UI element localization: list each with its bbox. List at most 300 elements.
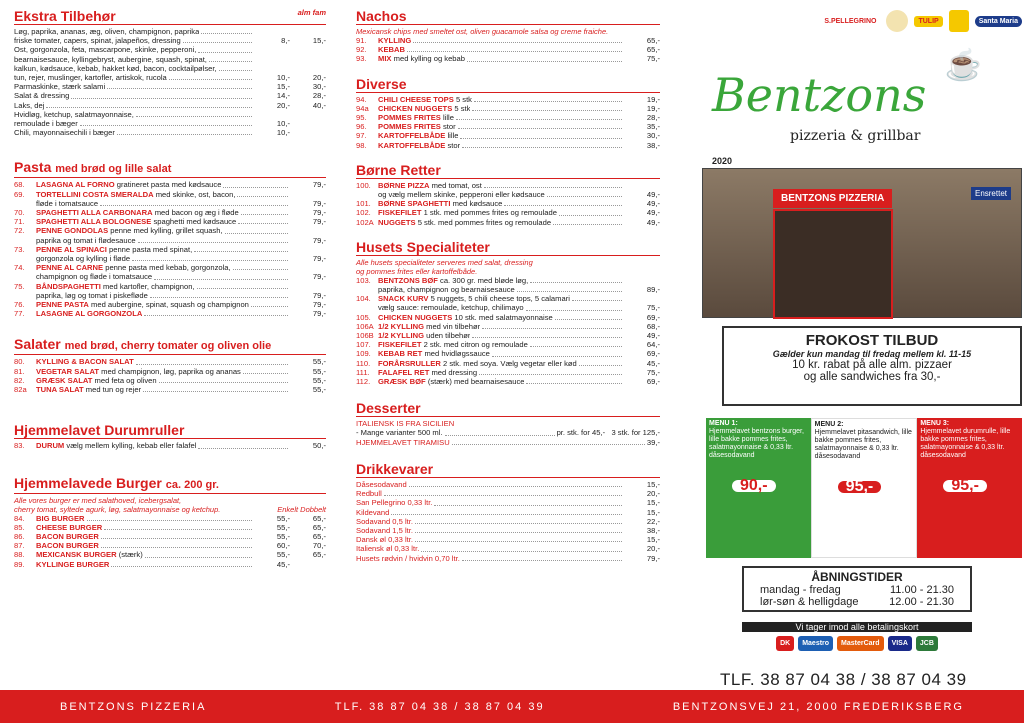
item-desc: champignon og fløde i tomatsauce	[36, 272, 153, 282]
item-name: KARTOFFELBÅDE	[378, 131, 446, 141]
item-name: PENNE PASTA	[36, 300, 89, 310]
item-text	[378, 313, 553, 322]
item-number: 97.	[356, 131, 367, 141]
menu-item	[14, 199, 326, 208]
leader-dots	[132, 254, 288, 261]
item-text	[36, 367, 241, 376]
item-name: KARTOFFELBÅDE	[378, 140, 446, 150]
item-text	[378, 294, 570, 303]
item-text	[378, 199, 502, 208]
item-desc: Laks, dej	[14, 100, 45, 110]
item-number: 87.	[14, 541, 25, 551]
item-price: 45,-	[646, 358, 660, 368]
durum-section	[14, 422, 326, 450]
item-desc: lille	[443, 113, 454, 123]
item-number: 93.	[356, 54, 367, 64]
leader-dots	[526, 377, 622, 384]
leader-dots	[482, 322, 622, 329]
item-text	[378, 303, 524, 312]
item-price-2: 65,-	[312, 522, 326, 532]
item-price: 55,-	[312, 357, 326, 367]
leader-dots	[462, 141, 622, 148]
item-number: 107.	[356, 340, 371, 350]
middle-column	[356, 8, 660, 569]
menu-item	[356, 122, 660, 131]
item-name: FISKEFILET	[378, 208, 422, 218]
item-price: 38,-	[646, 140, 660, 150]
item-number: 82.	[14, 375, 25, 385]
footer-address: BENTZONSVEJ 21, 2000 FREDERIKSBERG	[672, 700, 964, 713]
menu-item	[14, 101, 326, 110]
item-price-2	[290, 64, 326, 73]
leader-dots	[198, 45, 252, 52]
menu-item	[14, 91, 326, 100]
item-desc: 1 stk. med pommes frites og remoulade	[423, 208, 557, 218]
menu-item	[14, 27, 326, 36]
frokost-line-1: 10 kr. rabat på alle alm. pizzaer	[792, 359, 952, 371]
item-text	[378, 45, 405, 54]
item-name: KYLLING	[378, 36, 412, 45]
borne-list	[356, 181, 660, 227]
item-name: BENTZONS BØF	[378, 275, 438, 285]
item-number	[356, 190, 378, 199]
menu-item	[356, 526, 660, 535]
leader-dots	[209, 55, 252, 62]
borne-section	[356, 162, 660, 227]
leader-dots	[407, 45, 622, 52]
item-number: 88.	[14, 550, 25, 560]
menu-item	[356, 181, 660, 190]
leader-dots	[145, 550, 252, 557]
leader-dots	[219, 64, 252, 71]
item-price: 10,-	[276, 128, 290, 138]
menu-item	[356, 313, 660, 322]
menu-item	[14, 441, 326, 450]
leader-dots	[456, 113, 622, 120]
item-price: 19,-	[646, 94, 660, 104]
menu-item	[14, 36, 326, 45]
right-column	[702, 8, 1022, 688]
item-number: 92.	[356, 45, 367, 55]
leader-dots	[492, 349, 622, 356]
item-number: 98.	[356, 140, 367, 150]
drikke-heading: Drikkevarer	[356, 461, 660, 478]
item-text	[36, 199, 98, 208]
item-desc: paprika og tomat i flødesauce	[36, 235, 136, 245]
item-name: PENNE GONDOLAS	[36, 226, 109, 236]
item-desc: Kildevand	[356, 507, 390, 517]
item-text	[378, 181, 482, 190]
menu-item	[14, 128, 326, 137]
leader-dots	[472, 331, 622, 338]
drikke-list	[356, 480, 660, 563]
item-desc: 5 stk	[454, 103, 471, 113]
item-number: 83.	[14, 441, 25, 451]
item-desc: med kødsauce	[452, 199, 503, 209]
item-desc: med aubergine, spinat, squash og champignon	[91, 300, 249, 310]
item-name: CHEESE BURGER	[36, 522, 103, 532]
leader-dots	[138, 236, 288, 243]
item-price-2	[290, 560, 326, 569]
menu-item	[356, 45, 660, 54]
menu-item	[14, 190, 326, 199]
item-name: VEGETAR SALAT	[36, 366, 99, 376]
menu-item	[14, 217, 326, 226]
item-name: BACON BURGER	[36, 541, 99, 551]
item-desc: 5 nuggets, 5 chili cheese tops, 5 calamari	[430, 294, 570, 304]
item-desc: penne pasta med kebab, gorgonzola,	[105, 263, 231, 273]
item-name: BØRNE PIZZA	[378, 180, 430, 190]
badge-logo	[949, 10, 969, 32]
menu-item	[14, 560, 326, 569]
item-price-2: 65,-	[312, 513, 326, 523]
nachos-note: Mexicansk chips med smeltet ost, oliven guacamole salsa og creme fraiche.	[356, 27, 609, 36]
item-desc: Parmaskinke, stærk salami	[14, 82, 106, 92]
item-number: 70.	[14, 208, 25, 218]
item-name: FALAFEL RET	[378, 367, 430, 377]
item-desc: (stærk)	[118, 550, 143, 560]
item-price: 65,-	[646, 45, 660, 55]
item-desc: Dåsesodavand	[356, 479, 407, 489]
leader-dots	[169, 73, 252, 80]
item-price: 15,-	[646, 507, 660, 517]
item-number: 106A	[356, 321, 374, 331]
item-text	[378, 190, 545, 199]
item-desc: stor	[443, 122, 456, 132]
item-text	[36, 282, 195, 291]
item-desc: Sodavand 0,5 ltr.	[356, 516, 413, 526]
husets-note-2: og pommes frites eller kartoffelbåde.	[356, 266, 478, 276]
item-desc: penne pasta med spinat,	[109, 244, 193, 254]
leader-dots	[201, 27, 252, 34]
leader-dots	[101, 532, 252, 539]
item-number: 112.	[356, 377, 371, 387]
item-name: SPAGHETTI ALLA CARBONARA	[36, 208, 153, 218]
burger-list	[14, 514, 326, 569]
burger-note: Alle vores burger er med salathoved, icebergsalat,	[14, 495, 182, 505]
menu-item	[14, 514, 326, 523]
item-price	[254, 64, 290, 73]
item-number: 101.	[356, 199, 371, 209]
menu-3: MENU 3: Hjemmelavet durumrulle, lille bakke pommes frites, salatmayonnaise & 0,33 ltr. dåsesodavand 95,-	[917, 418, 1022, 558]
menu-offers	[706, 418, 1022, 558]
item-desc: gratineret pasta med kødsauce	[116, 180, 222, 190]
menu-item	[356, 489, 660, 498]
item-price: 49,-	[646, 199, 660, 209]
item-text	[378, 359, 577, 368]
nachos-list	[356, 36, 660, 64]
tulip-logo: TULIP	[914, 16, 942, 27]
item-name: GRÆSK BØF	[378, 377, 426, 387]
item-price: 89,-	[646, 285, 660, 295]
menu-item	[14, 119, 326, 128]
item-price: 55,-	[276, 522, 290, 532]
item-price: 8,-	[281, 36, 290, 46]
opening-hours: ÅBNINGSTIDER mandag - fredag 11.00 - 21.30 lør-søn & helligdage 12.00 - 21.30	[742, 566, 972, 612]
santa-maria-logo: Santa Maria	[975, 16, 1022, 27]
item-name: BACON BURGER	[36, 531, 99, 541]
menu-item	[356, 104, 660, 113]
menu-item	[14, 357, 326, 366]
leader-dots	[104, 523, 252, 530]
shop-door	[773, 209, 893, 319]
item-desc: med kylling og kebab	[393, 54, 465, 64]
husets-list	[356, 276, 660, 386]
item-price: 38,-	[646, 525, 660, 535]
item-price-2: 65,-	[312, 550, 326, 560]
item-desc: tun, rejer, muslinger, kartofler, artiskok, rucola	[14, 73, 167, 83]
leader-dots	[415, 535, 622, 542]
item-number: 82a	[14, 385, 27, 395]
item-number	[14, 199, 36, 208]
menu-item	[14, 73, 326, 82]
item-text	[36, 560, 109, 569]
item-desc: 2 stk. med citron og remoulade	[423, 340, 528, 350]
item-text	[378, 331, 470, 340]
item-price	[290, 282, 326, 291]
item-desc: med vin tilbehør	[426, 321, 481, 331]
item-name: SNACK KURV	[378, 294, 429, 304]
item-price: 10,-	[276, 119, 290, 129]
item-desc: med hvidløgssauce	[424, 349, 490, 359]
leader-dots	[530, 276, 622, 283]
item-desc: med tomat, ost	[431, 180, 482, 190]
item-desc: og vælg mellem skinke, pepperoni eller kødsauce	[378, 190, 545, 200]
menu-item	[356, 368, 660, 377]
menu-item	[14, 367, 326, 376]
menu-item	[356, 199, 660, 208]
menu-item	[14, 82, 326, 91]
menu-item	[356, 331, 660, 340]
item-desc: Hvidløg, ketchup, salatmayonnaise,	[14, 109, 134, 119]
leader-dots	[434, 498, 622, 505]
leader-dots	[530, 340, 622, 347]
footer-name: BENTZONS PIZZERIA	[60, 700, 207, 713]
brand-header	[702, 38, 1022, 166]
item-name: MEXICANSK BURGER	[36, 550, 117, 560]
leader-dots	[233, 263, 288, 270]
item-number: 73.	[14, 244, 25, 254]
item-price	[254, 27, 290, 36]
menu-item	[14, 309, 326, 318]
item-number: 95.	[356, 113, 367, 123]
leader-dots	[504, 199, 622, 206]
item-price	[624, 181, 660, 190]
item-name: KEBAB RET	[378, 349, 423, 359]
item-name: CHILI CHEESE TOPS	[378, 94, 454, 104]
leader-dots	[409, 480, 622, 487]
item-text	[36, 300, 249, 309]
left-column	[14, 8, 326, 575]
item-price: 19,-	[646, 103, 660, 113]
leader-dots	[462, 554, 622, 561]
item-price-2	[290, 110, 326, 119]
leader-dots	[559, 208, 622, 215]
item-text	[36, 357, 134, 366]
menu-item	[14, 550, 326, 559]
item-text	[378, 122, 456, 131]
salater-list	[14, 357, 326, 394]
leader-dots	[241, 208, 288, 215]
item-price-2: 30,-	[312, 82, 326, 92]
leader-dots	[479, 368, 622, 375]
item-price-2: 28,-	[312, 91, 326, 101]
nachos-section	[356, 8, 660, 64]
menu-item	[14, 64, 326, 73]
shop-sign: BENTZONS PIZZERIA	[773, 189, 892, 208]
item-name: BÅNDSPAGHETTI	[36, 281, 101, 291]
item-text	[36, 541, 99, 550]
item-text	[378, 368, 477, 377]
desserter-heading: Desserter	[356, 400, 660, 417]
item-price: 68,-	[646, 321, 660, 331]
leader-dots	[46, 101, 252, 108]
leader-dots	[484, 181, 622, 188]
leader-dots	[107, 82, 252, 89]
item-price	[290, 245, 326, 254]
leader-dots	[198, 441, 288, 448]
item-price: 79,-	[312, 235, 326, 245]
item-number: 102A	[356, 217, 374, 227]
item-name: 1/2 KYLLING	[378, 331, 424, 341]
menu-item	[356, 218, 660, 227]
menu-item	[356, 535, 660, 544]
menu-item	[14, 254, 326, 263]
menu-item	[356, 508, 660, 517]
item-text	[36, 226, 223, 235]
item-name: PENNE AL CARNE	[36, 263, 104, 273]
item-price: 79,-	[312, 290, 326, 300]
item-price: 64,-	[646, 340, 660, 350]
item-name: LASAGNE AL GORGONZOLA	[36, 309, 143, 319]
item-text	[378, 95, 472, 104]
item-price: 69,-	[646, 377, 660, 387]
ekstra-list	[14, 27, 326, 137]
menu-item	[14, 282, 326, 291]
item-price-2: 65,-	[312, 531, 326, 541]
footer-phone: TLF. 38 87 04 38 / 38 87 04 39	[334, 700, 545, 713]
item-text	[378, 285, 515, 294]
item-price: 55,-	[276, 531, 290, 541]
item-text	[378, 218, 551, 227]
leader-dots	[111, 560, 252, 567]
item-price: 49,-	[646, 190, 660, 200]
menu-item	[356, 359, 660, 368]
menu-item	[14, 245, 326, 254]
mastercard-icon: MasterCard	[837, 636, 884, 651]
menu-item	[14, 385, 326, 394]
menu-item	[14, 110, 326, 119]
item-number	[356, 285, 378, 294]
item-price: 79,-	[312, 198, 326, 208]
item-price: 79,-	[312, 217, 326, 227]
item-name: SPAGHETTI ALLA BOLOGNESE	[36, 217, 152, 227]
menu-item	[356, 276, 660, 285]
item-desc: med dressing	[431, 367, 478, 377]
item-number: 106B	[356, 331, 374, 341]
item-price: 55,-	[276, 550, 290, 560]
menu-item	[356, 340, 660, 349]
item-name: POMMES FRITES	[378, 122, 441, 132]
item-desc: med feta og oliven	[94, 375, 157, 385]
leader-dots	[415, 526, 622, 533]
leader-dots	[159, 376, 288, 383]
brand-name: Bentzons	[712, 68, 927, 122]
item-text	[378, 113, 454, 122]
item-text	[36, 245, 192, 254]
item-price: 10,-	[276, 73, 290, 83]
item-name: TUNA SALAT	[36, 385, 84, 395]
item-price-2	[290, 27, 326, 36]
item-number: 94.	[356, 94, 367, 104]
item-number: 69.	[14, 189, 25, 199]
item-price: 75,-	[646, 367, 660, 377]
item-price	[290, 263, 326, 272]
phone-number: TLF. 38 87 04 38 / 38 87 04 39	[720, 670, 967, 689]
footer-bar	[0, 690, 1024, 723]
item-text	[36, 532, 99, 541]
item-price: 75,-	[646, 303, 660, 313]
item-desc: penne med kylling, grillet squash,	[110, 226, 223, 236]
item-name: PENNE AL SPINACI	[36, 244, 107, 254]
menu-item	[14, 541, 326, 550]
menu-item	[356, 349, 660, 358]
item-number: 76.	[14, 300, 25, 310]
leader-dots	[101, 541, 252, 548]
item-number: 100.	[356, 180, 371, 190]
menu-item	[14, 263, 326, 272]
leader-dots	[384, 489, 622, 496]
leader-dots	[183, 36, 252, 43]
item-desc: Redbull	[356, 489, 382, 499]
item-text	[378, 104, 470, 113]
menu-3-price: 95,-	[943, 480, 987, 492]
leader-dots	[237, 190, 288, 197]
item-number: 110.	[356, 358, 371, 368]
frokost-title: FROKOST TILBUD	[805, 332, 939, 349]
item-desc: paprika, løg og tomat i piskefløde	[36, 290, 148, 300]
menu-item	[356, 95, 660, 104]
item-price	[290, 226, 326, 235]
item-desc: 10 stk. med salatmayonnaise	[454, 312, 553, 322]
menu-1-price: 90,-	[732, 480, 776, 492]
item-number: 86.	[14, 531, 25, 541]
item-price-2	[290, 119, 326, 128]
item-text	[378, 141, 460, 150]
nachos-heading: Nachos	[356, 8, 660, 25]
durum-list	[14, 441, 326, 450]
item-text	[378, 208, 557, 217]
item-number: 85.	[14, 522, 25, 532]
item-number: 96.	[356, 122, 367, 132]
burger-section	[14, 475, 326, 569]
chef-hat-icon: ☕	[944, 49, 982, 82]
item-text	[36, 236, 136, 245]
item-text	[36, 441, 196, 450]
leader-dots	[421, 544, 622, 551]
ekstra-section	[14, 8, 326, 137]
item-name: KYLLINGE BURGER	[36, 559, 110, 569]
diverse-list	[356, 95, 660, 150]
item-desc: 5 stk. med pommes frites og remoulade	[417, 217, 552, 227]
item-price: 49,-	[646, 208, 660, 218]
item-desc: med kartofler, champignon,	[102, 281, 195, 291]
item-name: KYLLING & BACON SALAT	[36, 357, 134, 367]
pellegrino-logo: S.PELLEGRINO	[824, 17, 877, 25]
item-number: 104.	[356, 294, 371, 304]
dessert-is: ITALIENSK IS FRA SICILIEN	[356, 419, 455, 429]
item-text	[36, 254, 130, 263]
